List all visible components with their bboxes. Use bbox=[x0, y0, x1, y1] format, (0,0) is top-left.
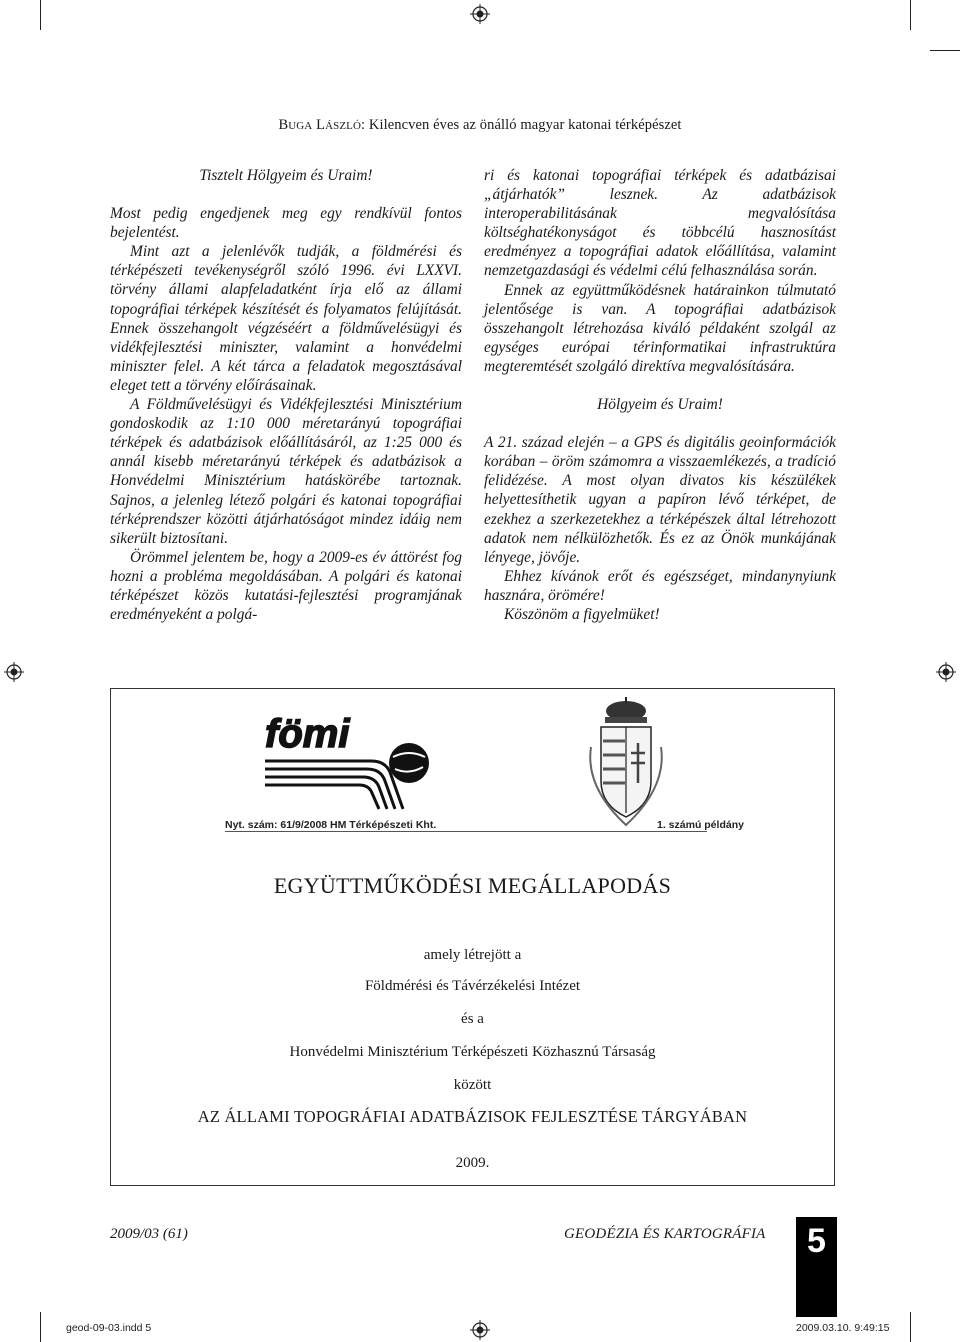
fomi-logo bbox=[259, 705, 437, 815]
author-small-caps: ÁSZLÓ bbox=[325, 120, 362, 132]
journal-name: GEODÉZIA ÉS KARTOGRÁFIA bbox=[564, 1226, 766, 1242]
document-line: amely létrejött a bbox=[423, 947, 522, 963]
document-title: EGYÜTTMŰKÖDÉSI MEGÁLLAPODÁS bbox=[273, 873, 672, 898]
crop-mark-bottom-left bbox=[40, 1312, 41, 1342]
document-line: és a bbox=[461, 1011, 484, 1027]
paragraph: Örömmel jelentem be, hogy a 2009-es év áttörést fog hozni a probléma megoldásában. A polgári és katonai térképészet közös kutatási-fejlesztési programjának eredményeként a polgá- bbox=[110, 548, 462, 624]
author-small-caps: UGA bbox=[288, 120, 313, 132]
agreement-document-image bbox=[110, 688, 835, 1186]
author-initial: L bbox=[316, 117, 326, 133]
registration-mark-icon bbox=[470, 4, 490, 24]
slug-timestamp: 2009.03.10. 9:49:15 bbox=[796, 1322, 890, 1334]
article-title: Kilencven éves az önálló magyar katonai térképészet bbox=[368, 117, 682, 133]
document-divider bbox=[225, 831, 707, 832]
copy-number: 1. számú példány bbox=[657, 819, 744, 831]
paragraph: ri és katonai topográfiai térképek és adatbázisai „átjárhatók” lesznek. Az adatbázisok interoperabilitásának megvalósítása költséghatékonyságot és többcélú hasznosítást eredményez a topográfiai adatok előállítása, valamint nemzetgazdasági és védelmi célú felhasználása során. bbox=[484, 167, 836, 280]
document-line: Honvédelmi Minisztérium Térképészeti Közhasznú Társaság bbox=[289, 1044, 656, 1060]
document-date: 2009. bbox=[455, 1155, 490, 1171]
right-column bbox=[484, 166, 836, 624]
paragraph: Most pedig engedjenek meg egy rendkívül fontos bejelentést. bbox=[110, 205, 462, 242]
greeting: Hölgyeim és Uraim! bbox=[597, 396, 723, 414]
paragraph: Ennek az együttműködésnek határainkon túlmutató jelentősége is van. A topográfiai adatbázisok összehangolt létrehozása kiváló példaként szolgál az egységes európai térinformatikai infrastruktúra megteremtését szolgáló direktíva megvalósítására. bbox=[484, 281, 836, 375]
registration-mark-icon bbox=[4, 662, 24, 682]
paragraph: A Földművelésügyi és Vidékfejlesztési Minisztérium gondoskodik az 1:10 000 méretarányú topográfiai térképek és adatbázisok előállításáról, az 1:25 000 és annál kisebb méretarányú térképek és adatbázisok a Honvédelmi Minisztérium hatáskörébe tartoznak. Sajnos, a jelenleg létező polgári és katonai topográfiai térképrendszer közötti átjárhatóságot mindez idáig nem sikerült biztosítani. bbox=[110, 396, 462, 547]
crop-mark-top-left bbox=[40, 0, 41, 30]
fomi-logo-text: fömi bbox=[265, 712, 350, 756]
crop-mark-bottom-right bbox=[910, 1312, 911, 1342]
document-line: között bbox=[453, 1077, 492, 1093]
author-initial: B bbox=[278, 117, 289, 133]
document-line: Földmérési és Távérzékelési Intézet bbox=[364, 978, 581, 994]
paragraph: Köszönöm a figyelmüket! bbox=[504, 605, 660, 623]
separator: : bbox=[361, 117, 369, 133]
hungarian-coat-of-arms-icon bbox=[581, 697, 671, 829]
greeting: Tisztelt Hölgyeim és Uraim! bbox=[199, 167, 373, 184]
document-subject: AZ ÁLLAMI TOPOGRÁFIAI ADATBÁZISOK FEJLESZTÉSE TÁRGYÁBAN bbox=[197, 1107, 748, 1126]
registration-number: Nyt. szám: 61/9/2008 HM Térképészeti Kht. bbox=[225, 819, 437, 831]
slug-filename: geod-09-03.indd 5 bbox=[66, 1322, 152, 1334]
page-number: 5 bbox=[807, 1222, 826, 1260]
paragraph: A 21. század elején – a GPS és digitális geoinformációk korában – öröm számomra a visszaemlékezés, a tradíció felidézése. A most olyan divatos kis készülékek helyettesíthetik ugyan a papíron lévő térképet, de ezekhez a szerkezetekhez a térképészek által létrehozott adatok nem nélkülözhetők. És ez az Önök munkájának lényege, jövője. bbox=[484, 434, 836, 566]
crop-mark-top-right bbox=[910, 0, 911, 30]
registration-mark-icon bbox=[936, 662, 956, 682]
issue-number: 2009/03 (61) bbox=[110, 1226, 188, 1242]
paragraph: Mint azt a jelenlévők tudják, a földmérési és térképészeti tevékenységről szóló 1996. évi LXXVI. törvény állami alapfeladatként írja elő az állami topográfiai térképek készítését és folyamatos felújítását. Ennek összehangolt végzéséért a földművelésügyi és vidékfejlesztési miniszter, valamint a honvédelmi miniszter felel. A két tárca a feladatok megosztásával eleget tett a törvény előírásainak. bbox=[110, 243, 462, 394]
paragraph: Ehhez kívánok erőt és egészséget, mindanynyiunk hasznára, örömére! bbox=[484, 567, 836, 604]
running-head bbox=[0, 117, 960, 134]
crop-mark-side-right bbox=[930, 50, 960, 51]
registration-mark-icon bbox=[470, 1320, 490, 1340]
left-column bbox=[110, 166, 462, 624]
